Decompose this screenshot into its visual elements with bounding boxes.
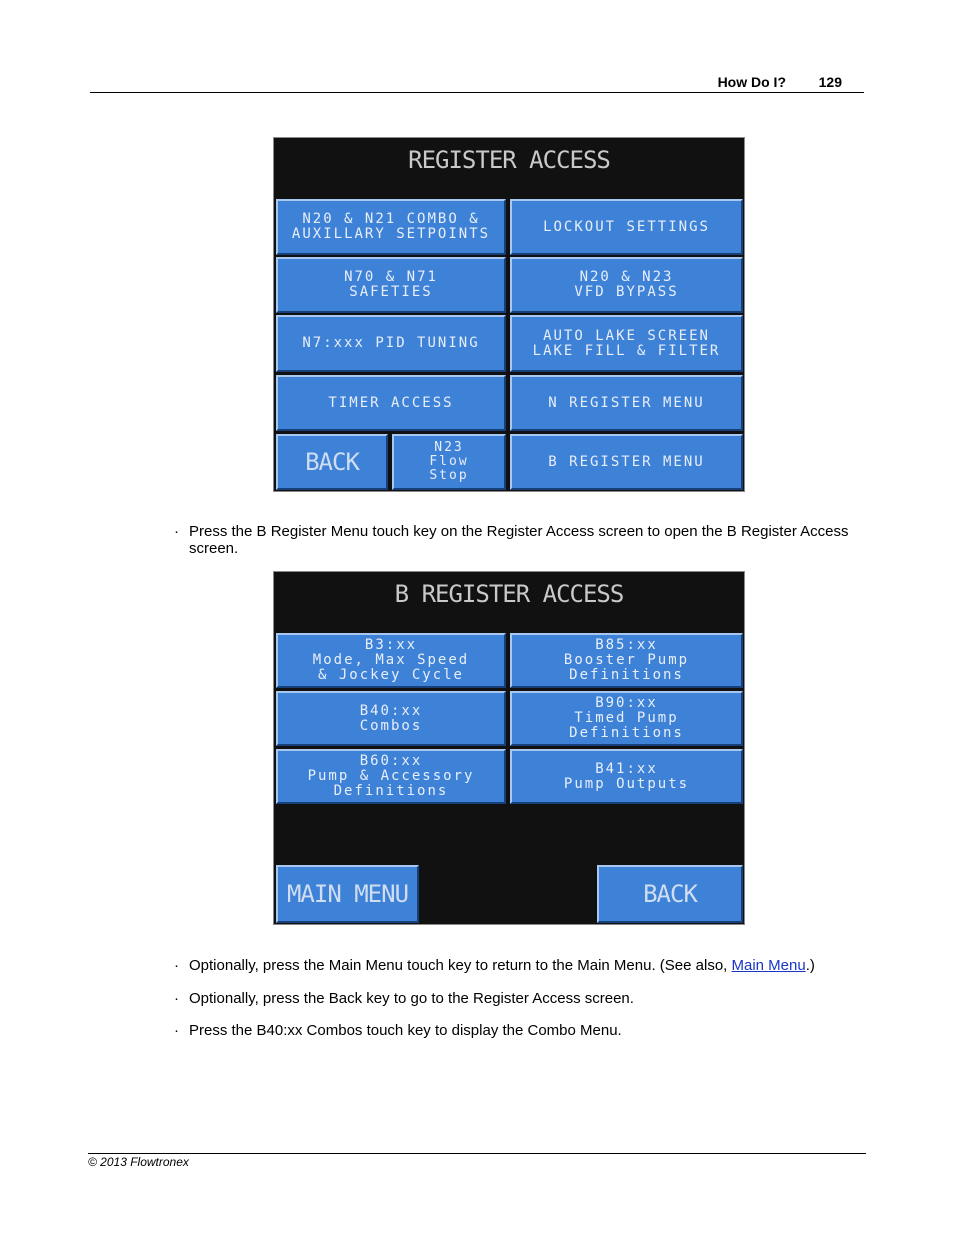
b90-timed-pump-button[interactable]: B90:xx Timed Pump Definitions	[510, 691, 743, 746]
b-register-access-screen	[273, 571, 745, 925]
instruction-3-text: Optionally, press the Back key to go to the Register Access screen.	[189, 990, 634, 1007]
instruction-2	[174, 957, 854, 974]
page-number: 129	[818, 74, 842, 90]
register-access-screen	[273, 137, 745, 492]
bullet-mark: ·	[174, 957, 179, 974]
instruction-4	[174, 1022, 854, 1039]
n70-n71-safeties-button[interactable]: N70 & N71 SAFETIES	[276, 257, 506, 313]
b41-pump-outputs-button[interactable]: B41:xx Pump Outputs	[510, 749, 743, 804]
instruction-1-text: Press the B Register Menu touch key on the Register Access screen to open the B Register Access screen.	[189, 523, 849, 557]
section-title: How Do I?	[717, 74, 786, 90]
instruction-2-tail: .)	[805, 957, 815, 974]
bullet-mark: ·	[174, 523, 179, 540]
main-menu-link[interactable]: Main Menu	[731, 957, 806, 974]
n7-pid-tuning-button[interactable]: N7:xxx PID TUNING	[276, 315, 506, 372]
n23-flow-stop-button[interactable]: N23 Flow Stop	[392, 434, 506, 490]
auto-lake-screen-button[interactable]: AUTO LAKE SCREEN LAKE FILL & FILTER	[510, 315, 743, 372]
main-menu-button[interactable]: MAIN MENU	[276, 865, 419, 923]
page-header	[90, 72, 864, 93]
timer-access-button[interactable]: TIMER ACCESS	[276, 375, 506, 431]
instruction-3	[174, 990, 854, 1007]
instruction-1	[174, 523, 854, 557]
instruction-4-text: Press the B40:xx Combos touch key to display the Combo Menu.	[189, 1022, 622, 1039]
b-register-menu-button[interactable]: B REGISTER MENU	[510, 434, 743, 490]
lockout-settings-button[interactable]: LOCKOUT SETTINGS	[510, 199, 743, 255]
bullet-mark: ·	[174, 990, 179, 1007]
n20-n21-combo-button[interactable]: N20 & N21 COMBO & AUXILLARY SETPOINTS	[276, 199, 506, 255]
instruction-2-text: Optionally, press the Main Menu touch key to return to the Main Menu. (See also,	[189, 957, 732, 974]
n20-n23-vfd-bypass-button[interactable]: N20 & N23 VFD BYPASS	[510, 257, 743, 313]
b40-combos-button[interactable]: B40:xx Combos	[276, 691, 506, 746]
b3-mode-button[interactable]: B3:xx Mode, Max Speed & Jockey Cycle	[276, 633, 506, 688]
back-button-b[interactable]: BACK	[597, 865, 743, 923]
b85-booster-pump-button[interactable]: B85:xx Booster Pump Definitions	[510, 633, 743, 688]
back-button[interactable]: BACK	[276, 434, 388, 490]
b-register-access-title: B REGISTER ACCESS	[394, 580, 624, 608]
n-register-menu-button[interactable]: N REGISTER MENU	[510, 375, 743, 431]
bullet-mark: ·	[174, 1022, 179, 1039]
page-footer: © 2013 Flowtronex	[88, 1153, 866, 1169]
b60-pump-accessory-button[interactable]: B60:xx Pump & Accessory Definitions	[276, 749, 506, 804]
register-access-title: REGISTER ACCESS	[408, 146, 610, 174]
